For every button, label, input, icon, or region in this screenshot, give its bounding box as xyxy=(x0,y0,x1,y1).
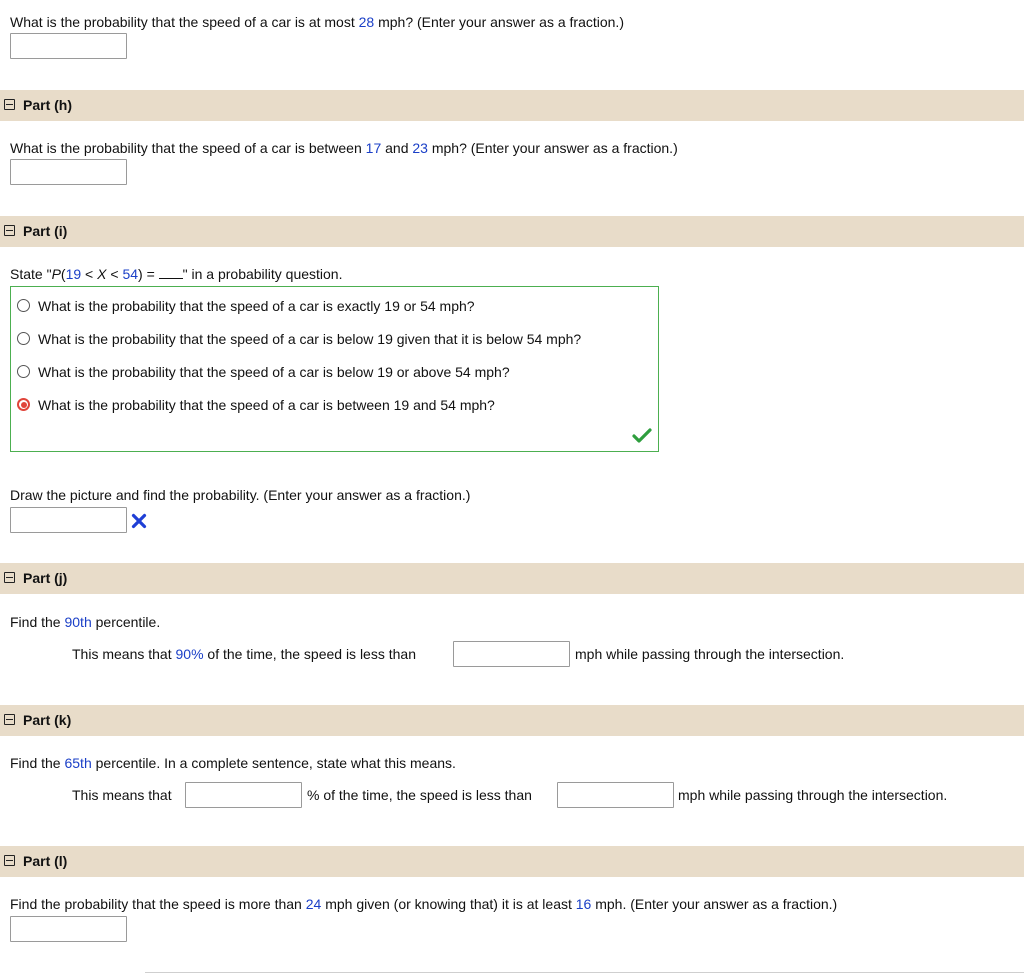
percent-input-part-k[interactable] xyxy=(185,782,302,808)
radio-button[interactable] xyxy=(17,332,30,345)
part-k-title: Part (k) xyxy=(23,712,72,728)
answer-input-part-l[interactable] xyxy=(10,916,127,942)
answer-input-part-i[interactable] xyxy=(10,507,127,533)
meaning-prefix-part-k: This means that xyxy=(72,787,172,803)
part-j-title: Part (j) xyxy=(23,570,68,586)
divider xyxy=(145,972,1024,973)
checkmark-icon xyxy=(632,428,652,443)
question-part-k: Find the 65th percentile. In a complete sentence, state what this means. xyxy=(10,755,456,771)
meaning-suffix-part-j: mph while passing through the intersection. xyxy=(575,646,845,662)
answer-input-part-h[interactable] xyxy=(10,159,127,185)
part-k-header[interactable] xyxy=(0,705,1024,736)
question-part-l: Find the probability that the speed is more than 24 mph given (or knowing that) it is at least 16 mph. (Enter your answer as a fraction.) xyxy=(10,896,838,912)
question-part-h: What is the probability that the speed of a car is between 17 and 23 mph? (Enter your answer as a fraction.) xyxy=(10,140,678,156)
speed-input-part-k[interactable] xyxy=(557,782,674,808)
multiple-choice-box: What is the probability that the speed of a car is exactly 19 or 54 mph? What is the probability that the speed of a car is below 19 given that it is below 54 mph? What is the probability that the speed of a car is below 19 or above 54 mph? What is the probability that the speed of a car is between 19 and 54 mph? xyxy=(10,286,659,452)
blank-line xyxy=(159,266,183,279)
answer-input-part-g[interactable] xyxy=(10,33,127,59)
state-question: State "P(19 < X < 54) = " in a probability question. xyxy=(10,266,343,282)
part-h-header[interactable] xyxy=(0,90,1024,121)
part-l-header[interactable] xyxy=(0,846,1024,877)
collapse-icon[interactable] xyxy=(4,855,15,866)
question-part-j: Find the 90th percentile. xyxy=(10,614,161,630)
draw-prompt: Draw the picture and find the probability. (Enter your answer as a fraction.) xyxy=(10,487,471,503)
part-i-header[interactable] xyxy=(0,216,1024,247)
collapse-icon[interactable] xyxy=(4,225,15,236)
radio-button[interactable] xyxy=(17,299,30,312)
radio-button[interactable] xyxy=(17,365,30,378)
meaning-mid-part-k: % of the time, the speed is less than xyxy=(307,787,532,803)
part-i-title: Part (i) xyxy=(23,223,68,239)
collapse-icon[interactable] xyxy=(4,99,15,110)
question-part-g: What is the probability that the speed of a car is at most 28 mph? (Enter your answer as a fraction.) xyxy=(10,14,624,30)
meaning-suffix-part-k: mph while passing through the intersection. xyxy=(678,787,948,803)
part-l-title: Part (l) xyxy=(23,853,68,869)
percentile-speed-input-part-j[interactable] xyxy=(453,641,570,667)
radio-button-selected[interactable] xyxy=(17,398,30,411)
x-mark-icon xyxy=(131,513,147,529)
part-j-header[interactable] xyxy=(0,563,1024,594)
part-h-title: Part (h) xyxy=(23,97,72,113)
meaning-line-part-j: This means that 90% of the time, the speed is less than xyxy=(72,646,416,662)
collapse-icon[interactable] xyxy=(4,572,15,583)
collapse-icon[interactable] xyxy=(4,714,15,725)
